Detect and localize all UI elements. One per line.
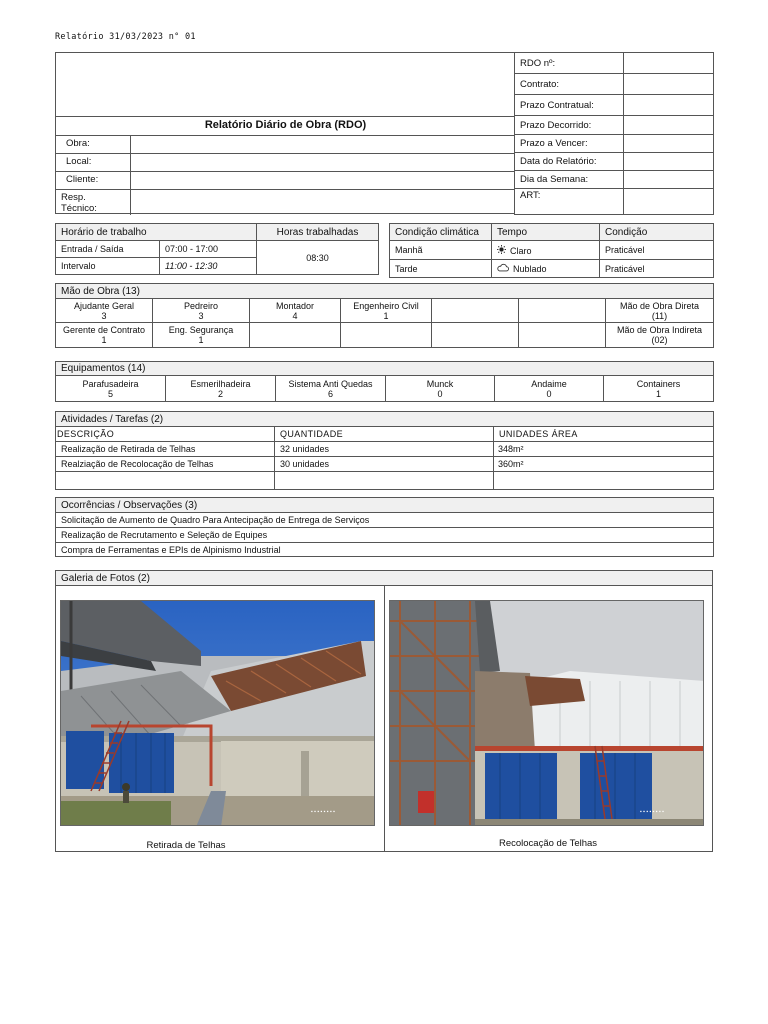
weather-condition-header: Condição climática	[390, 224, 492, 241]
label-art: ART:	[515, 189, 624, 215]
weather-condition-afternoon: Praticável	[600, 260, 714, 278]
weather-condition-morning: Praticável	[600, 241, 714, 260]
labor-item: Eng. Segurança 1	[153, 323, 250, 348]
interval-label: Intervalo	[56, 258, 160, 275]
activities-col-quantity: QUANTIDADE	[275, 427, 494, 442]
report-header-left	[55, 52, 515, 214]
cloud-icon	[497, 263, 509, 274]
value-rdo-n	[624, 53, 714, 74]
activities-table	[55, 411, 714, 490]
equipment-header: Equipamentos (14)	[56, 362, 714, 376]
photo-retirada-de-telhas	[60, 600, 375, 826]
field-label-cliente: Cliente:	[66, 174, 99, 185]
activities-header: Atividades / Tarefas (2)	[56, 412, 714, 427]
field-label-local: Local:	[66, 156, 92, 167]
label-prazo-contratual: Prazo Contratual:	[515, 95, 624, 116]
activity-description: Realização de Retirada de Telhas	[56, 442, 275, 457]
value-contrato	[624, 74, 714, 95]
value-prazo-a-vencer	[624, 135, 714, 153]
label-data-do-relatorio: Data do Relatório:	[515, 153, 624, 171]
labor-empty-cell	[250, 323, 341, 348]
photo-caption-2: Recolocação de Telhas	[498, 838, 598, 849]
work-hours-header: Horário de trabalho	[56, 224, 257, 241]
list-item: Compra de Ferramentas e EPIs de Alpinismo Industrial	[56, 543, 714, 557]
page-header: Relatório 31/03/2023 n° 01	[55, 32, 196, 42]
entry-exit-label: Entrada / Saída	[56, 241, 160, 258]
label-prazo-a-vencer: Prazo a Vencer:	[515, 135, 624, 153]
value-prazo-contratual	[624, 95, 714, 116]
equipment-item: Andaime 0	[495, 376, 604, 402]
value-dia-da-semana	[624, 171, 714, 189]
equipment-item: Esmerilhadeira 2	[166, 376, 276, 402]
value-art	[624, 189, 714, 215]
equipment-item: Munck 0	[386, 376, 495, 402]
labor-item: Pedreiro 3	[153, 299, 250, 323]
weather-table	[389, 223, 714, 278]
sun-icon	[497, 245, 506, 256]
labor-item: Engenheiro Civil 1	[341, 299, 432, 323]
activities-col-description: DESCRIÇÃO	[56, 427, 275, 442]
report-info-table	[514, 52, 714, 215]
weather-morning-label: Claro	[510, 245, 532, 256]
labor-item: Gerente de Contrato 1	[56, 323, 153, 348]
weather-afternoon-label: Nublado	[513, 264, 547, 274]
table-row	[56, 457, 714, 472]
activity-quantity: 32 unidades	[275, 442, 494, 457]
label-contrato: Contrato:	[515, 74, 624, 95]
occurrences-header: Ocorrências / Observações (3)	[56, 498, 714, 513]
weather-afternoon	[492, 260, 600, 278]
occurrences-table	[55, 497, 714, 557]
report-title: Relatório Diário de Obra (RDO)	[204, 119, 367, 131]
activity-description: Realziação de Recolocação de Telhas	[56, 457, 275, 472]
activity-quantity: 30 unidades	[275, 457, 494, 472]
photo-timestamp-overlay: ▪ ▪ ▪ ▪ ▪ ▪ ▪ ▪	[640, 809, 664, 815]
activity-description	[56, 472, 275, 490]
value-data-do-relatorio	[624, 153, 714, 171]
work-hours-table	[55, 223, 379, 275]
weather-period-morning: Manhã	[390, 241, 492, 260]
table-row	[56, 472, 714, 490]
labor-empty-cell	[519, 323, 606, 348]
weather-state-header: Condição	[600, 224, 714, 241]
labor-empty-cell	[432, 323, 519, 348]
labor-empty-cell	[519, 299, 606, 323]
labor-header: Mão de Obra (13)	[56, 284, 714, 299]
labor-indirect-total: Mão de Obra Indireta (02)	[606, 323, 714, 348]
photo-caption-1: Retirada de Telhas	[146, 840, 226, 851]
labor-item: Ajudante Geral 3	[56, 299, 153, 323]
list-item: Solicitação de Aumento de Quadro Para Antecipação de Entrega de Serviços	[56, 513, 714, 528]
value-prazo-decorrido	[624, 116, 714, 135]
list-item: Realização de Recrutamento e Seleção de Equipes	[56, 528, 714, 543]
label-dia-da-semana: Dia da Semana:	[515, 171, 624, 189]
activity-area	[494, 472, 714, 490]
activity-quantity	[275, 472, 494, 490]
gallery-header: Galeria de Fotos (2)	[56, 571, 712, 586]
label-prazo-decorrido: Prazo Decorrido:	[515, 116, 624, 135]
field-label-resp-tecnico: Resp. Técnico:	[61, 192, 97, 214]
labor-empty-cell	[341, 323, 432, 348]
entry-exit-value: 07:00 - 17:00	[160, 241, 257, 258]
table-row	[56, 442, 714, 457]
photo-timestamp-overlay: ▪ ▪ ▪ ▪ ▪ ▪ ▪ ▪	[311, 809, 335, 815]
equipment-item: Parafusadeira 5	[56, 376, 166, 402]
interval-value: 11:00 - 12:30	[160, 258, 257, 275]
label-rdo-n: RDO nº:	[515, 53, 624, 74]
activities-col-area: UNIDADES ÁREA	[494, 427, 714, 442]
labor-table	[55, 283, 714, 348]
activity-area: 360m²	[494, 457, 714, 472]
equipment-item: Containers 1	[604, 376, 714, 402]
hours-worked-total: 08:30	[257, 241, 379, 275]
equipment-table	[55, 361, 714, 402]
field-label-obra: Obra:	[66, 138, 90, 149]
labor-item: Montador 4	[250, 299, 341, 323]
labor-direct-total: Mão de Obra Direta (11)	[606, 299, 714, 323]
hours-worked-header: Horas trabalhadas	[257, 224, 379, 241]
labor-empty-cell	[432, 299, 519, 323]
activity-area: 348m²	[494, 442, 714, 457]
photo-recolocacao-de-telhas	[389, 600, 704, 826]
weather-morning	[492, 241, 600, 260]
equipment-item: Sistema Anti Quedas 6	[276, 376, 386, 402]
weather-time-header: Tempo	[492, 224, 600, 241]
weather-period-afternoon: Tarde	[390, 260, 492, 278]
